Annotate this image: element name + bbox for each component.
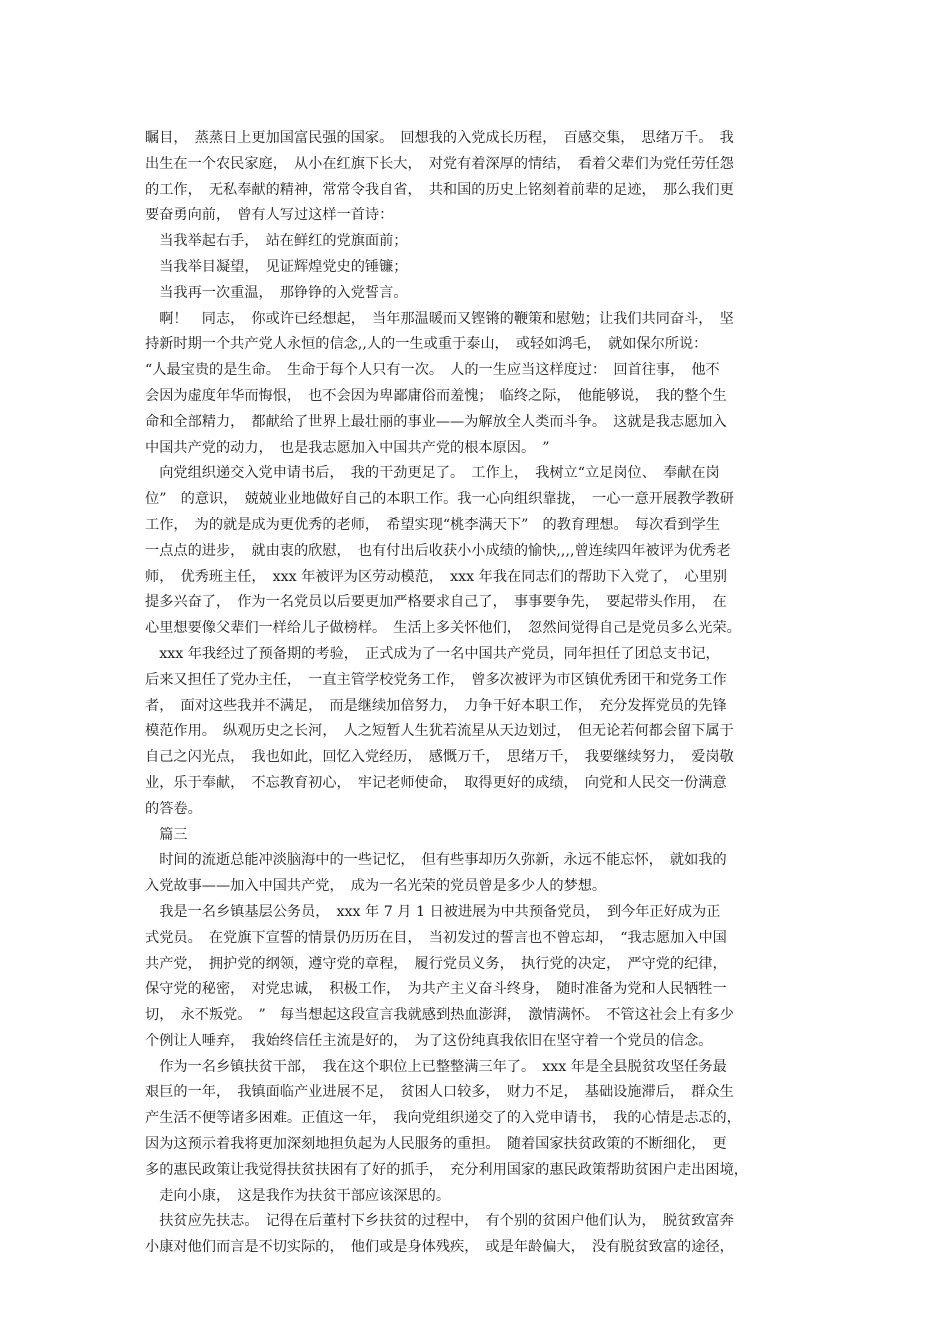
text-line: 时间的流逝总能冲淡脑海中的一些记忆， 但有些事却历久弥新，永远不能忘怀， 就如我的 xyxy=(145,852,727,869)
text-line: 中国共产党的动力， 也是我志愿加入中国共产党的根本原因。 ” xyxy=(145,439,550,456)
text-line: 持新时期一个共产党人永恒的信念,,人的一生或重于泰山， 或轻如鸿毛， 就如保尔所说： xyxy=(145,336,708,353)
text-line: 篇三 xyxy=(145,826,188,843)
document-page xyxy=(145,126,815,1261)
text-line: 位” 的意识， 兢兢业业地做好自己的本职工作。我一心向组织靠拢， 一心一意开展教学教研 xyxy=(145,491,734,508)
text-line: 师， 优秀班主任， xxx 年被评为区劳动模范， xxx 年我在同志们的帮助下入党了， 心里别 xyxy=(145,568,727,585)
text-line: 业，乐于奉献， 不忘教育初心， 牢记老师使命， 取得更好的成绩， 向党和人民交一份满意 xyxy=(145,774,727,791)
text-line: xxx 年我经过了预备期的考验， 正式成为了一名中国共产党员，同年担任了团总支书记， xyxy=(145,645,720,662)
text-line: 个例让人唾弃， 我始终信任主流是好的， 为了这份纯真我依旧在坚守着一个党员的信念。 xyxy=(145,1032,713,1049)
text-line: 者， 面对这些我并不满足， 而是继续加倍努力， 力争干好本职工作， 充分发挥党员的先锋 xyxy=(145,697,727,714)
text-line: 向党组织递交入党申请书后， 我的干劲更足了。 工作上， 我树立“立足岗位、 奉献在岗 xyxy=(145,465,720,482)
text-line: 自己之闪光点， 我也如此，回忆入党经历， 感慨万千， 思绪万千， 我要继续努力， 爱岗敬 xyxy=(145,749,734,766)
text-line: 艰巨的一年， 我镇面临产业进展不足， 贫困人口较多， 财力不足， 基础设施滞后， 群众生 xyxy=(145,1084,734,1101)
text-line: 的答卷。 xyxy=(145,800,202,817)
text-line: 要奋勇向前， 曾有人写过这样一首诗： xyxy=(145,207,394,224)
text-line: 共产党， 拥护党的纲领，遵守党的章程， 履行党员义务， 执行党的决定， 严守党的纪律， xyxy=(145,955,727,972)
text-line: 模范作用。 纵观历史之长河， 人之短暂人生犹若流星从天边划过， 但无论若何都会留下属于 xyxy=(145,723,734,740)
text-line: 当我举起右手， 站在鲜红的党旗面前； xyxy=(145,233,408,250)
text-line: 的工作， 无私奉献的精神，常常令我自省， 共和国的历史上铭刻着前辈的足迹， 那么我们更 xyxy=(145,181,734,198)
text-line: 命和全部精力， 都献给了世界上最壮丽的事业——为解放全人类而斗争。 这就是我志愿加入 xyxy=(145,413,727,430)
text-line: 提多兴奋了， 作为一名党员以后要更加严格要求自己了， 事事要争先， 要起带头作用， 在 xyxy=(145,594,727,611)
text-line: 工作， 为的就是成为更优秀的老师， 希望实现“桃李满天下” 的教育理想。 每次看到学生 xyxy=(145,516,720,533)
text-line: 一点点的进步， 就由衷的欣慰， 也有付出后收获小小成绩的愉快,,,,曾连续四年被评为优秀老 xyxy=(145,542,731,559)
text-line: 走向小康， 这是我作为扶贫干部应该深思的。 xyxy=(145,1187,451,1204)
text-line: 因为这预示着我将更加深刻地担负起为人民服务的重担。 随着国家扶贫政策的不断细化， 更 xyxy=(145,1136,727,1153)
text-line: 入党故事——加入中国共产党， 成为一名光荣的党员曾是多少人的梦想。 xyxy=(145,878,607,895)
text-line: 出生在一个农民家庭， 从小在红旗下长大， 对党有着深厚的情结， 看着父辈们为党任劳任怨 xyxy=(145,155,734,172)
text-line: 当我举目凝望， 见证辉煌党史的锤镰； xyxy=(145,258,408,275)
text-line: “人最宝贵的是生命。 生命于每个人只有一次。 人的一生应当这样度过： 回首往事， 他不 xyxy=(145,362,720,379)
text-line: 切， 永不叛党。 ” 每当想起这段宣言我就感到热血澎湃， 激情满怀。 不管这社会上有多少 xyxy=(145,1007,734,1024)
text-line: 会因为虚度年华而悔恨， 也不会因为卑鄙庸俗而羞愧； 临终之际， 他能够说， 我的整个生 xyxy=(145,387,727,404)
text-line: 当我再一次重温， 那铮铮的入党誓言。 xyxy=(145,284,408,301)
text-line: 多的惠民政策让我觉得扶贫扶困有了好的抓手， 充分利用国家的惠民政策帮助贫困户走出困境， xyxy=(145,1161,748,1178)
text-line: 扶贫应先扶志。 记得在后董村下乡扶贫的过程中， 有个别的贫困户他们认为， 脱贫致富奔 xyxy=(145,1213,734,1230)
text-line: 心里想要像父辈们一样给儿子做榜样。 生活上多关怀他们， 忽然间觉得自己是党员多么光荣。 xyxy=(145,620,741,637)
text-line: 后来又担任了党办主任， 一直主管学校党务工作， 曾多次被评为市区镇优秀团干和党务工作 xyxy=(145,671,727,688)
text-line: 式党员。 在党旗下宣誓的情景仍历历在目， 当初发过的誓言也不曾忘却， “我志愿加入中国 xyxy=(145,929,727,946)
text-line: 瞩目， 蒸蒸日上更加国富民强的国家。 回想我的入党成长历程， 百感交集， 思绪万千。 我 xyxy=(145,130,734,146)
text-line: 啊！ 同志， 你或许已经想起， 当年那温暖而又铿锵的鞭策和慰勉；让我们共同奋斗， 坚 xyxy=(145,310,734,327)
text-line: 我是一名乡镇基层公务员， xxx 年 7 月 1 日被进展为中共预备党员， 到今年正好成为正 xyxy=(145,903,721,920)
text-line: 保守党的秘密， 对党忠诚， 积极工作， 为共产主义奋斗终身， 随时准备为党和人民牺牲一 xyxy=(145,981,727,998)
text-line: 作为一名乡镇扶贫干部， 我在这个职位上已整整满三年了。 xxx 年是全县脱贫攻坚任务最 xyxy=(145,1058,727,1075)
text-line: 产生活不便等诸多困难。正值这一年， 我向党组织递交了的入党申请书， 我的心情是忐忑的， xyxy=(145,1110,741,1127)
text-line: 小康对他们而言是不切实际的， 他们或是身体残疾， 或是年龄偏大， 没有脱贫致富的途径， xyxy=(145,1239,734,1256)
